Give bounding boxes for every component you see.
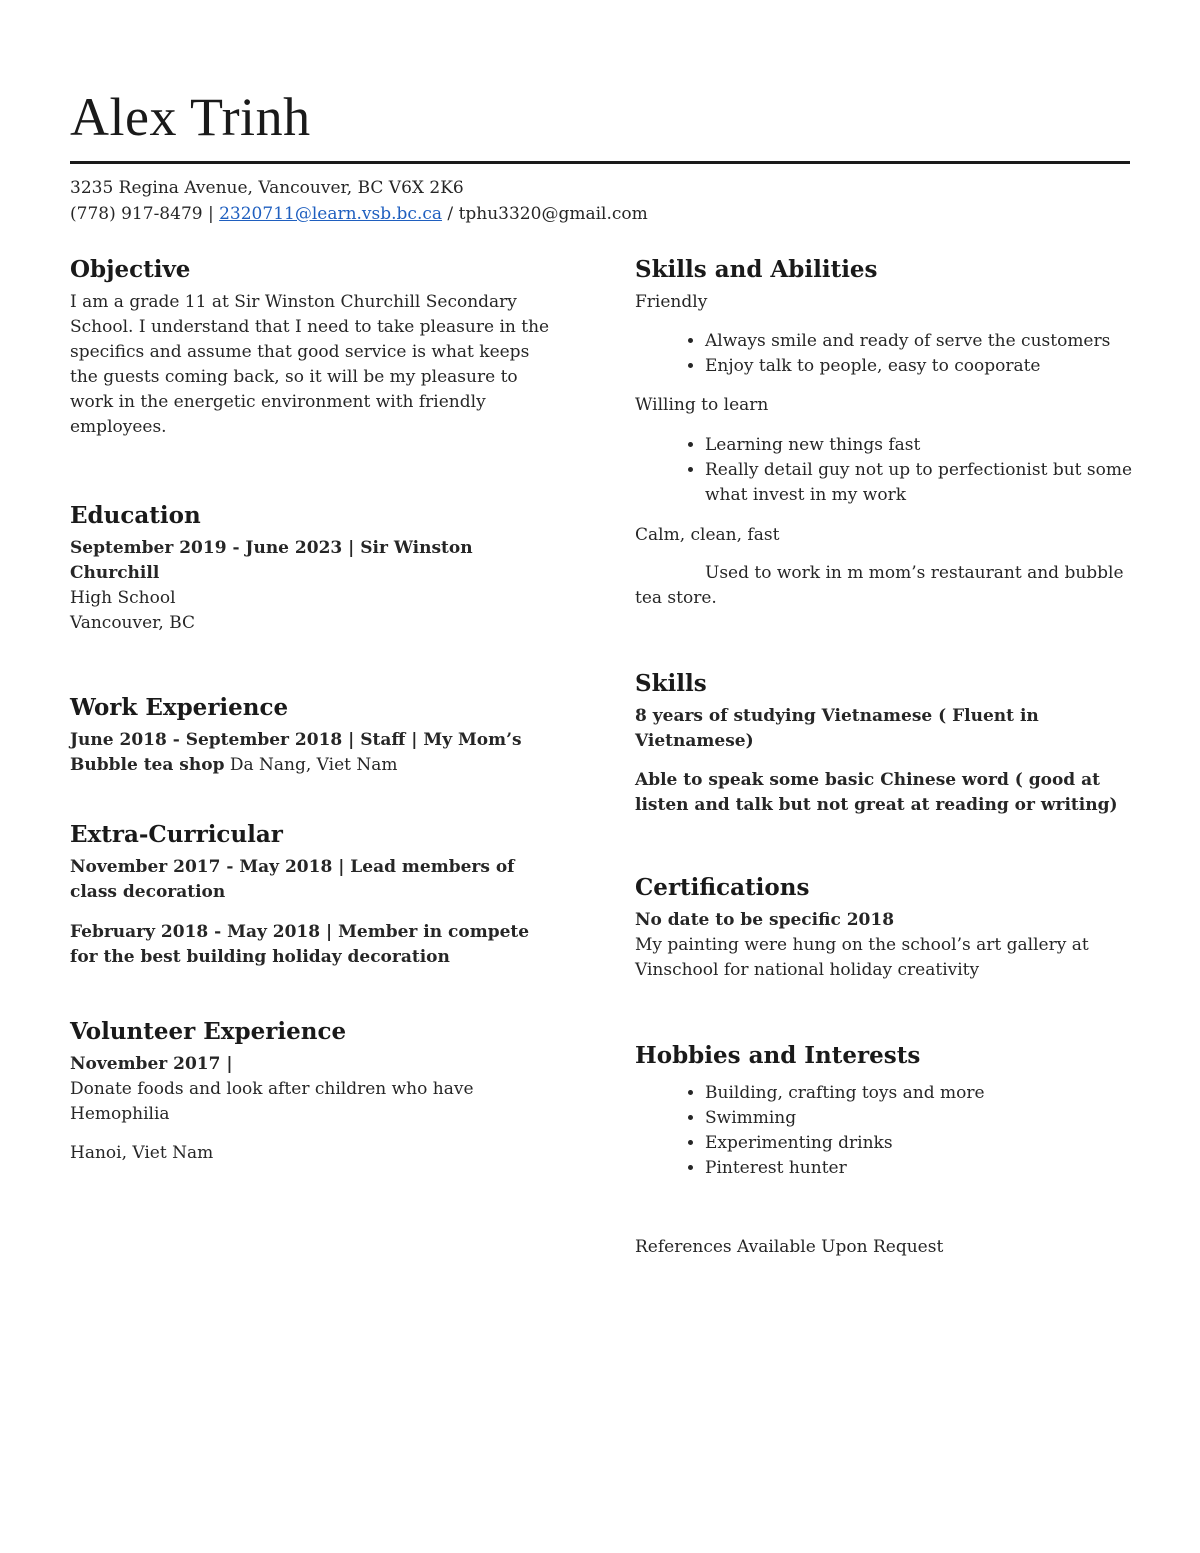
personal-email: tphu3320@gmail.com (458, 204, 648, 224)
learn-list (635, 433, 1145, 508)
hobbies-section (635, 1036, 1135, 1181)
hobbies-list (635, 1081, 1135, 1181)
list-item: • Pinterest hunter (705, 1156, 1135, 1181)
work-entry (70, 728, 540, 778)
education-location: Vancouver, BC (70, 613, 196, 633)
certifications-heading: Certifications (635, 874, 810, 901)
extra-item-1: November 2017 - May 2018 | Lead members of class decoration (70, 857, 515, 902)
email-separator: / (442, 204, 459, 224)
skills-item-1: 8 years of studying Vietnamese ( Fluent in Vietnamese) (635, 706, 1039, 751)
skill-group-friendly: Friendly (635, 292, 708, 312)
resume-name: Alex Trinh (70, 87, 311, 147)
certification-text: My painting were hung on the school’s art gallery at Vinschool for national holiday creativity (635, 935, 1089, 980)
skills-abilities-heading: Skills and Abilities (635, 256, 878, 283)
header-rule (70, 161, 1130, 164)
left-column (70, 250, 560, 1166)
objective-heading: Objective (70, 256, 191, 283)
address: 3235 Regina Avenue, Vancouver, BC V6X 2K6 (70, 178, 464, 198)
work-heading: Work Experience (70, 694, 289, 721)
certifications-section (635, 868, 1135, 983)
school-email-link[interactable]: 2320711@learn.vsb.bc.ca (219, 204, 443, 224)
list-item: • Experimenting drinks (705, 1131, 1135, 1156)
extra-heading: Extra-Curricular (70, 821, 283, 848)
skills-heading: Skills (635, 670, 707, 697)
list-item: • Learning new things fast (705, 433, 1145, 458)
list-item: • Swimming (705, 1106, 1135, 1131)
skills-abilities-section (635, 250, 1135, 611)
list-item: • Building, crafting toys and more (705, 1081, 1135, 1106)
objective-text: I am a grade 11 at Sir Winston Churchill Secondary School. I understand that I need to take pleasure in the specifics and assume that good service is what keeps the guests coming back, so it will be my pleasure to work in the energetic environment with friendly employees. (70, 292, 550, 437)
skills-item-2: Able to speak some basic Chinese word ( good at listen and talk but not great at reading or writing) (635, 770, 1118, 815)
education-level: High School (70, 588, 176, 608)
contact-info (70, 175, 648, 227)
education-heading: Education (70, 502, 201, 529)
list-item: • Enjoy talk to people, easy to cooporate (705, 354, 1115, 379)
volunteer-description: Donate foods and look after children who have Hemophilia (70, 1079, 474, 1124)
volunteer-location: Hanoi, Viet Nam (70, 1143, 214, 1163)
contact-line (70, 201, 648, 227)
list-item: • Really detail guy not up to perfectionist but some what invest in my work (705, 458, 1145, 508)
extra-item-2: February 2018 - May 2018 | Member in compete for the best building holiday decoration (70, 922, 530, 967)
volunteer-section (70, 1012, 560, 1166)
volunteer-date: November 2017 | (70, 1054, 233, 1074)
skill-group-learn: Willing to learn (635, 395, 769, 415)
certification-date: No date to be specific 2018 (635, 910, 895, 930)
extra-curricular-section (70, 815, 560, 970)
hobbies-heading: Hobbies and Interests (635, 1042, 921, 1069)
work-section (70, 688, 560, 778)
skill-group-calm: Calm, clean, fast (635, 525, 780, 545)
phone: (778) 917-8479 | (70, 204, 220, 224)
friendly-list (635, 329, 1115, 379)
skill-group-calm-text: Used to work in m mom’s restaurant and bubble tea store. (635, 563, 1124, 608)
education-section (70, 496, 560, 636)
work-location: Da Nang, Viet Nam (224, 755, 398, 775)
work-title: June 2018 - September 2018 | Staff | My Mom’s Bubble tea shop (70, 730, 522, 775)
objective-section (70, 250, 560, 440)
list-item: • Always smile and ready of serve the customers (705, 329, 1115, 354)
references-note: References Available Upon Request (635, 1237, 944, 1257)
right-column (635, 250, 1135, 1260)
skills-section (635, 664, 1135, 818)
education-dates-school: September 2019 - June 2023 | Sir Winston Churchill (70, 538, 473, 583)
volunteer-heading: Volunteer Experience (70, 1018, 347, 1045)
